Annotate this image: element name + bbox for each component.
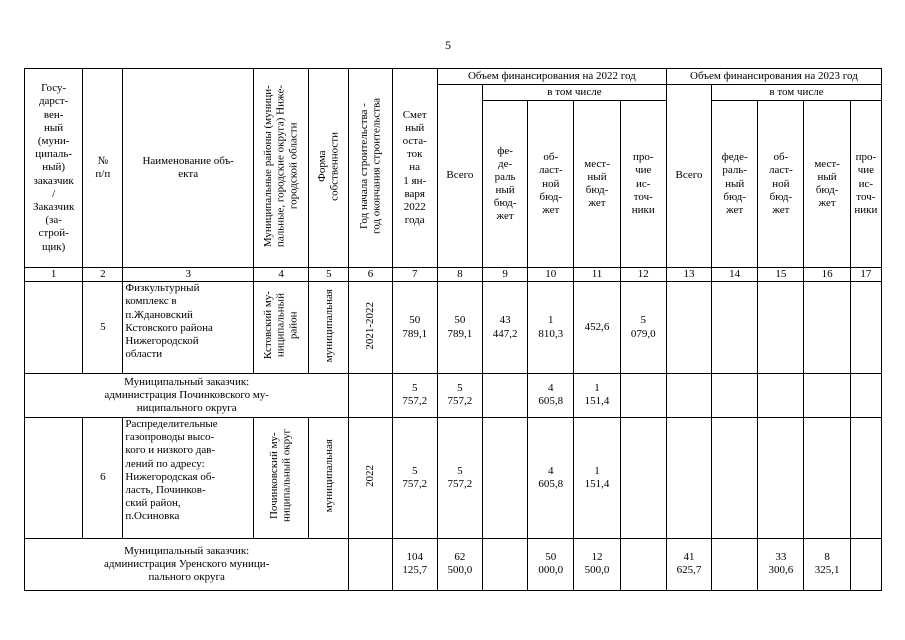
header-total-2023: Всего bbox=[666, 85, 711, 268]
header-federal-2022: фе- де- раль ный бюд- жет bbox=[483, 101, 528, 268]
years bbox=[349, 538, 392, 590]
federal-2023 bbox=[712, 282, 758, 373]
total-2022: 5 757,2 bbox=[437, 373, 482, 417]
header-years: Год начала строительства - год окончания строительства bbox=[349, 69, 392, 268]
other-2023 bbox=[850, 418, 881, 539]
other-2023 bbox=[850, 373, 881, 417]
federal-2023 bbox=[712, 418, 758, 539]
regional-2022: 4 605,8 bbox=[528, 373, 574, 417]
table-row bbox=[25, 418, 882, 539]
other-2023 bbox=[850, 282, 881, 373]
header-including-2023: в том числе bbox=[712, 85, 882, 101]
district: Кстовский му- ниципальный район bbox=[254, 282, 309, 373]
table-row bbox=[25, 282, 882, 373]
regional-2023 bbox=[758, 282, 804, 373]
other-2022 bbox=[620, 538, 666, 590]
object-name: Физкультурный комплекс в п.Ждановский Кстовского района Нижегородской области bbox=[123, 282, 254, 373]
other-2022: 5 079,0 bbox=[620, 282, 666, 373]
page-number: 5 bbox=[445, 38, 451, 52]
total-2023 bbox=[666, 418, 711, 539]
header-districts: Муниципальные районы (муници- пальные, городские округа) Ниже- городской области bbox=[254, 69, 309, 268]
table-row bbox=[25, 373, 882, 417]
column-number: 2 bbox=[83, 268, 123, 282]
header-regional-2023: об- ласт- ной бюд- жет bbox=[758, 101, 804, 268]
column-number: 15 bbox=[758, 268, 804, 282]
column-number: 12 bbox=[620, 268, 666, 282]
other-2023 bbox=[850, 538, 881, 590]
column-number: 14 bbox=[712, 268, 758, 282]
other-2022 bbox=[620, 373, 666, 417]
total-2022: 50 789,1 bbox=[437, 282, 482, 373]
local-2022: 1 151,4 bbox=[574, 373, 620, 417]
column-number: 8 bbox=[437, 268, 482, 282]
years bbox=[349, 373, 392, 417]
header-including-2022: в том числе bbox=[483, 85, 667, 101]
column-number: 7 bbox=[392, 268, 437, 282]
column-number: 1 bbox=[25, 268, 83, 282]
header-num: № п/п bbox=[83, 69, 123, 268]
header-local-2023: мест- ный бюд- жет bbox=[804, 101, 850, 268]
federal-2023 bbox=[712, 373, 758, 417]
column-number: 5 bbox=[309, 268, 349, 282]
total-2023: 41 625,7 bbox=[666, 538, 711, 590]
local-2023 bbox=[804, 373, 850, 417]
balance: 104 125,7 bbox=[392, 538, 437, 590]
financing-table bbox=[24, 68, 882, 591]
column-number: 3 bbox=[123, 268, 254, 282]
local-2022: 1 151,4 bbox=[574, 418, 620, 539]
column-number: 13 bbox=[666, 268, 711, 282]
header-object-name: Наименование объ- екта bbox=[123, 69, 254, 268]
regional-2023 bbox=[758, 373, 804, 417]
balance: 5 757,2 bbox=[392, 418, 437, 539]
local-2022: 12 500,0 bbox=[574, 538, 620, 590]
total-2022: 5 757,2 bbox=[437, 418, 482, 539]
header-regional-2022: об- ласт- ной бюд- жет bbox=[528, 101, 574, 268]
column-number: 9 bbox=[483, 268, 528, 282]
header-total-2022: Всего bbox=[437, 85, 482, 268]
federal-2022 bbox=[483, 373, 528, 417]
row-num: 6 bbox=[83, 418, 123, 539]
federal-2022: 43 447,2 bbox=[483, 282, 528, 373]
customer-cell bbox=[25, 282, 83, 373]
total-2023 bbox=[666, 282, 711, 373]
header-fin-2023: Объем финансирования на 2023 год bbox=[666, 69, 881, 85]
customer-label: Муниципальный заказчик: администрация Починковского му- ниципального округа bbox=[25, 373, 349, 417]
column-number: 11 bbox=[574, 268, 620, 282]
column-number: 4 bbox=[254, 268, 309, 282]
federal-2022 bbox=[483, 538, 528, 590]
regional-2022: 1 810,3 bbox=[528, 282, 574, 373]
object-name: Распределительные газопроводы высо- кого и низкого дав- лений по адресу: Нижегородская об- ласть, Починков- ский район, п.Осиновка bbox=[123, 418, 254, 539]
years: 2021-2022 bbox=[349, 282, 392, 373]
ownership: муниципальная bbox=[309, 282, 349, 373]
total-2022: 62 500,0 bbox=[437, 538, 482, 590]
header-local-2022: мест- ный бюд- жет bbox=[574, 101, 620, 268]
local-2023 bbox=[804, 282, 850, 373]
customer-cell bbox=[25, 418, 83, 539]
balance: 50 789,1 bbox=[392, 282, 437, 373]
district: Починковский му- ниципальный округ bbox=[254, 418, 309, 539]
regional-2022: 4 605,8 bbox=[528, 418, 574, 539]
table-row bbox=[25, 538, 882, 590]
column-number: 17 bbox=[850, 268, 881, 282]
customer-label: Муниципальный заказчик: администрация Уренского муници- пального округа bbox=[25, 538, 349, 590]
ownership: муниципальная bbox=[309, 418, 349, 539]
federal-2023 bbox=[712, 538, 758, 590]
column-number: 6 bbox=[349, 268, 392, 282]
regional-2022: 50 000,0 bbox=[528, 538, 574, 590]
local-2023: 8 325,1 bbox=[804, 538, 850, 590]
regional-2023: 33 300,6 bbox=[758, 538, 804, 590]
header-balance: Смет ный оста- ток на 1 ян- варя 2022 года bbox=[392, 69, 437, 268]
federal-2022 bbox=[483, 418, 528, 539]
column-number: 10 bbox=[528, 268, 574, 282]
balance: 5 757,2 bbox=[392, 373, 437, 417]
header-other-2023: про- чие ис- точ- ники bbox=[850, 101, 881, 268]
local-2022: 452,6 bbox=[574, 282, 620, 373]
total-2023 bbox=[666, 373, 711, 417]
header-federal-2023: феде- раль- ный бюд- жет bbox=[712, 101, 758, 268]
header-other-2022: про- чие ис- точ- ники bbox=[620, 101, 666, 268]
header-fin-2022: Объем финансирования на 2022 год bbox=[437, 69, 666, 85]
regional-2023 bbox=[758, 418, 804, 539]
other-2022 bbox=[620, 418, 666, 539]
row-num: 5 bbox=[83, 282, 123, 373]
header-ownership: Форма собственности bbox=[309, 69, 349, 268]
header-customer: Госу- дарст- вен- ный (муни- ципаль- ный) заказчик / Заказчик (за- строй- щик) bbox=[25, 69, 83, 268]
years: 2022 bbox=[349, 418, 392, 539]
column-number: 16 bbox=[804, 268, 850, 282]
local-2023 bbox=[804, 418, 850, 539]
